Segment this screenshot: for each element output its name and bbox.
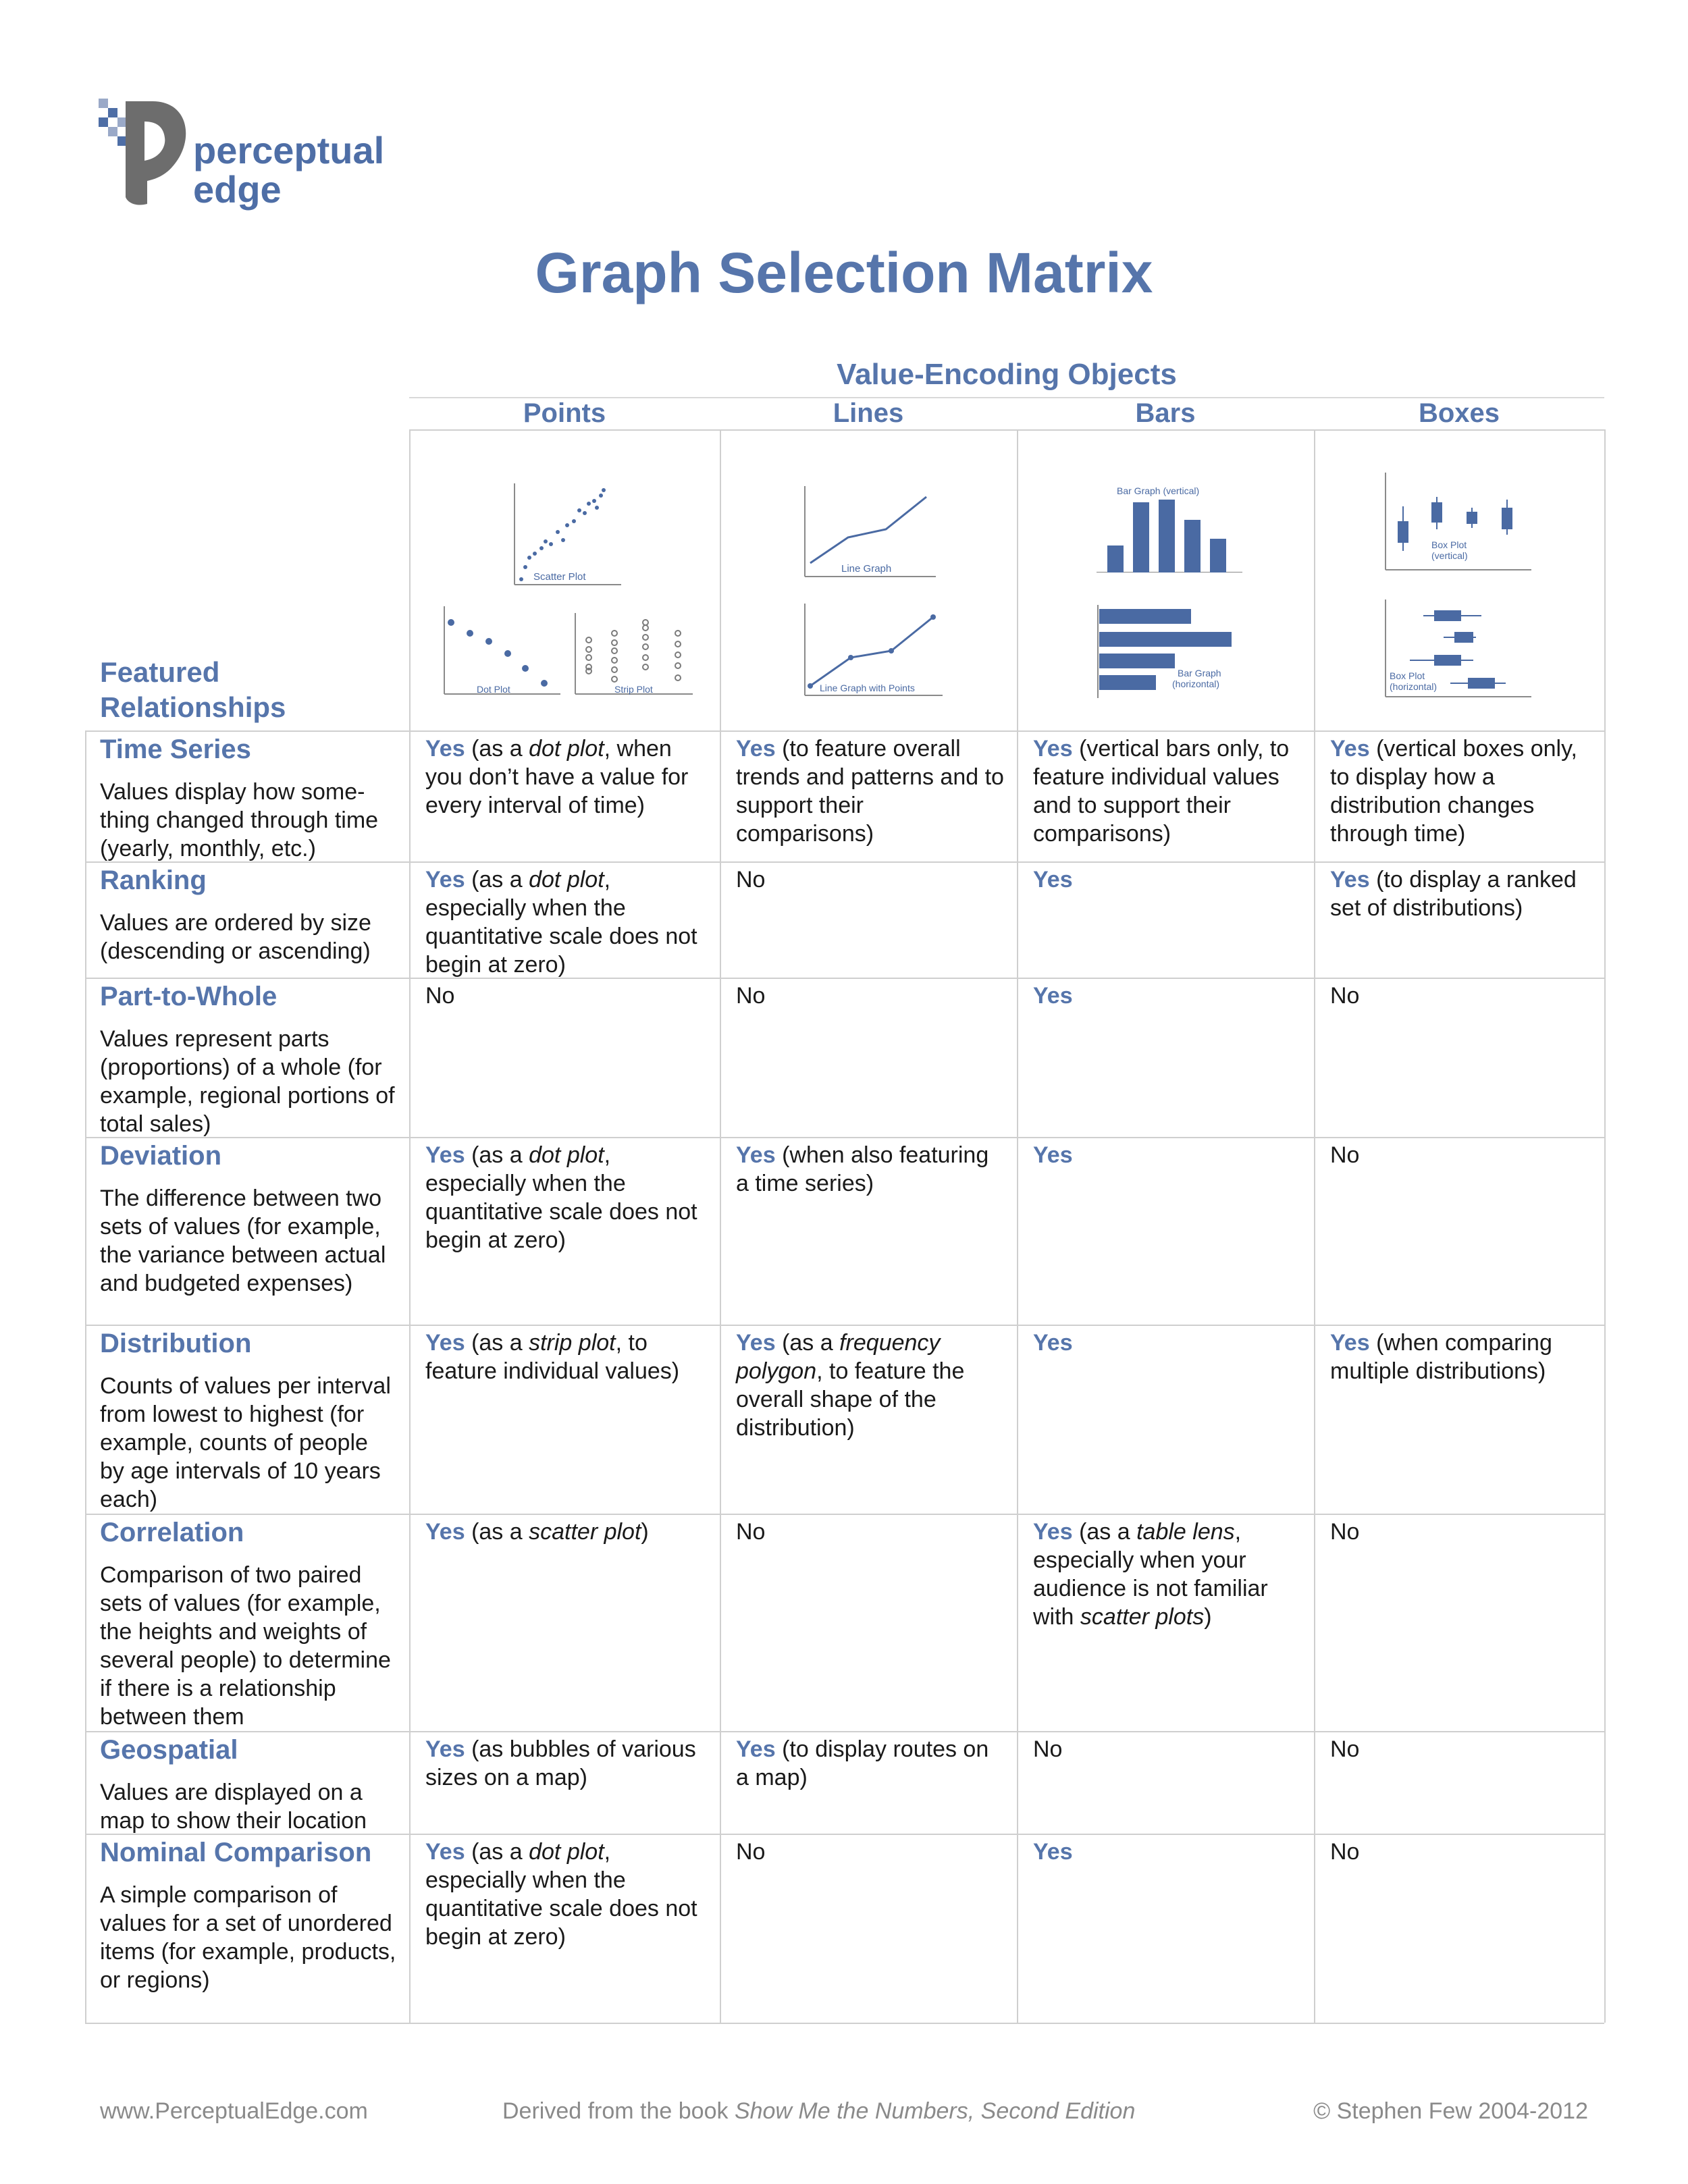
matrix-cell (1033, 1735, 1303, 1763)
yes-label: Yes (1033, 1839, 1073, 1865)
matrix-cell (736, 982, 1006, 1010)
row-header (100, 1141, 397, 1298)
matrix-cell (425, 982, 709, 1010)
scatter-plot-label: Scatter Plot (533, 571, 586, 583)
box-plot-vertical-label-1: Box Plot (1431, 539, 1467, 550)
page-title: Graph Selection Matrix (535, 241, 1153, 304)
yes-label: Yes (1033, 983, 1073, 1009)
yes-label: Yes (1330, 736, 1370, 762)
cell-text: No (1330, 983, 1360, 1009)
relationship-name: Ranking (100, 865, 207, 895)
cell-text: No (1330, 1142, 1360, 1168)
row-header (100, 735, 397, 863)
yes-label: Yes (736, 1736, 776, 1762)
cell-text: No (736, 1839, 766, 1865)
footer-attribution-prefix: Derived from the book (502, 2098, 735, 2124)
line-graph-points-label: Line Graph with Points (820, 683, 915, 693)
vertical-box-plot-thumbnail (1383, 473, 1531, 571)
column-header-points: Points (523, 398, 606, 428)
relationship-name: Correlation (100, 1518, 244, 1547)
footer-copyright: © Stephen Few 2004-2012 (1313, 2098, 1588, 2124)
perceptual-edge-logo (99, 99, 385, 213)
featured-relationships-label (100, 655, 286, 725)
cell-text: (as a scatter plot) (465, 1519, 649, 1545)
yes-label: Yes (425, 867, 465, 893)
relationship-name: Distribution (100, 1329, 252, 1358)
relationship-description: Values are displayed on a map to show their location (100, 1780, 367, 1834)
footer-website: www.PerceptualEdge.com (100, 2098, 368, 2124)
relationship-name: Part-to-Whole (100, 982, 278, 1011)
matrix-cell (1033, 865, 1303, 894)
yes-label: Yes (425, 1839, 465, 1865)
relationship-name: Geospatial (100, 1735, 238, 1765)
cell-text: No (1330, 1736, 1360, 1762)
dot-plot-thumbnail (439, 606, 560, 699)
matrix-cell (1033, 1518, 1303, 1631)
cell-text: (vertical boxes only, to display how a distribution changes through time) (1330, 736, 1578, 847)
row-header (100, 982, 397, 1138)
matrix-cell (736, 1735, 1006, 1792)
column-header-lines: Lines (833, 398, 904, 428)
box-plot-vertical-label-2: (vertical) (1431, 550, 1468, 561)
grid-column-line (720, 429, 721, 2023)
grid-column-line (1017, 429, 1018, 2023)
cell-text: No (1033, 1736, 1063, 1762)
cell-text: No (736, 1519, 766, 1545)
cell-text: (as bubbles of various sizes on a map) (425, 1736, 696, 1790)
logo-word-edge: edge (193, 168, 282, 211)
footer-attribution (502, 2098, 1135, 2125)
relationship-description: Values are ordered by size (descending or ascending) (100, 910, 371, 964)
relationship-description: Values display how some-thing changed through time (yearly, monthly, etc.) (100, 779, 379, 861)
matrix-cell (1330, 1838, 1593, 1866)
yes-label: Yes (736, 1142, 776, 1168)
box-plot-horizontal-label-1: Box Plot (1390, 670, 1425, 681)
relationship-description: Values represent parts (proportions) of a whole (for example, regional portions of total sales) (100, 1026, 395, 1137)
bar-graph-vertical-label: Bar Graph (vertical) (1117, 485, 1200, 496)
footer-book-title: Show Me the Numbers, Second Edition (734, 2098, 1136, 2124)
matrix-cell (1033, 1141, 1303, 1169)
yes-label: Yes (1330, 867, 1370, 893)
cell-text: (when comparing multiple distributions) (1330, 1330, 1552, 1384)
row-header (100, 1518, 397, 1731)
relationship-name: Time Series (100, 735, 251, 764)
cell-text: (vertical bars only, to feature individual values and to support their comparisons) (1033, 736, 1290, 847)
matrix-cell (425, 735, 709, 820)
cell-text: (as a dot plot, especially when the quantitative scale does not begin at zero) (425, 1142, 697, 1253)
cell-text: (as a strip plot, to feature individual values) (425, 1330, 680, 1384)
matrix-cell (425, 1735, 709, 1792)
yes-label: Yes (425, 1736, 465, 1762)
logo-word-perceptual: perceptual (193, 129, 385, 171)
relationship-description: Counts of values per interval from lowest to highest (for example, counts of people by age intervals of 10 years each) (100, 1373, 391, 1512)
cell-text: (as a dot plot, especially when the quantitative scale does not begin at zero) (425, 867, 697, 978)
grid-column-line (1604, 429, 1606, 2023)
cell-text: (as a dot plot, especially when the quantitative scale does not begin at zero) (425, 1839, 697, 1950)
matrix-cell (736, 735, 1006, 848)
yes-label: Yes (1033, 1142, 1073, 1168)
line-graph-thumbnail (801, 486, 936, 581)
yes-label: Yes (1330, 1330, 1370, 1356)
matrix-cell (425, 865, 709, 979)
grid-column-line (1314, 429, 1315, 2023)
featured-line-1: Featured (100, 656, 220, 688)
vertical-bar-graph-thumbnail (1094, 482, 1242, 572)
matrix-cell (1330, 1518, 1593, 1546)
line-graph-points-thumbnail (801, 604, 943, 699)
grid-row-line (85, 1325, 1604, 1326)
matrix-cell (1330, 865, 1593, 922)
horizontal-bar-graph-thumbnail (1094, 605, 1242, 698)
matrix-cell (425, 1838, 709, 1951)
grid-column-line (409, 429, 411, 2023)
yes-label: Yes (425, 1519, 465, 1545)
relationship-name: Deviation (100, 1141, 222, 1171)
matrix-cell (1330, 1329, 1593, 1385)
strip-plot-thumbnail (571, 613, 693, 699)
cell-text: (to feature overall trends and patterns and to support their comparisons) (736, 736, 1004, 847)
bar-graph-horizontal-label-2: (horizontal) (1172, 678, 1220, 689)
box-plot-horizontal-label-2: (horizontal) (1390, 681, 1438, 692)
cell-text: (to display routes on a map) (736, 1736, 989, 1790)
relationship-description: Comparison of two paired sets of values (for example, the heights and weights of several people) to determine if there is a relationship between them (100, 1562, 391, 1730)
grid-row-line (85, 1514, 1604, 1515)
grid-row-line (85, 2023, 1604, 2024)
grid-row-line (85, 1731, 1604, 1732)
cell-text: (as a dot plot, when you don’t have a value for every interval of time) (425, 736, 689, 818)
matrix-cell (736, 1518, 1006, 1546)
yes-label: Yes (736, 1330, 776, 1356)
row-header (100, 1838, 397, 1994)
cell-text: (to display a ranked set of distributions) (1330, 867, 1577, 921)
row-header (100, 865, 397, 965)
cell-text: No (1330, 1519, 1360, 1545)
matrix-cell (425, 1329, 709, 1385)
matrix-cell (1330, 1141, 1593, 1169)
yes-label: Yes (425, 1330, 465, 1356)
cell-text: No (1330, 1839, 1360, 1865)
line-graph-label: Line Graph (841, 563, 892, 575)
grid-row-line (85, 730, 1604, 732)
cell-text: (as a frequency polygon, to feature the overall shape of the distribution) (736, 1330, 965, 1441)
matrix-cell (736, 1329, 1006, 1442)
relationship-name: Nominal Comparison (100, 1838, 372, 1867)
grid-column-line (85, 730, 86, 2023)
yes-label: Yes (1033, 1330, 1073, 1356)
yes-label: Yes (425, 736, 465, 762)
value-encoding-heading: Value-Encoding Objects (837, 358, 1177, 391)
yes-label: Yes (1033, 867, 1073, 893)
strip-plot-label: Strip Plot (614, 684, 653, 695)
grid-row-line (85, 978, 1604, 979)
grid-row-line (409, 429, 1604, 431)
matrix-cell (1330, 982, 1593, 1010)
yes-label: Yes (1033, 736, 1073, 762)
matrix-cell (1033, 1838, 1303, 1866)
row-header (100, 1735, 397, 1835)
scatter-plot-thumbnail (506, 483, 621, 591)
matrix-cell (425, 1141, 709, 1254)
column-header-boxes: Boxes (1418, 398, 1500, 428)
matrix-cell (736, 1838, 1006, 1866)
yes-label: Yes (736, 736, 776, 762)
horizontal-box-plot-thumbnail (1383, 600, 1531, 698)
matrix-cell (1330, 735, 1593, 848)
matrix-cell (1330, 1735, 1593, 1763)
row-header (100, 1329, 397, 1514)
featured-line-2: Relationships (100, 691, 286, 723)
yes-label: Yes (1033, 1519, 1073, 1545)
matrix-cell (1033, 982, 1303, 1010)
dot-plot-label: Dot Plot (477, 684, 510, 695)
bar-graph-horizontal-label-1: Bar Graph (1178, 668, 1221, 678)
relationship-description: The difference between two sets of values (for example, the variance between actual and budgeted expenses) (100, 1186, 386, 1296)
cell-text: No (425, 983, 455, 1009)
cell-text: (when also featuring a time series) (736, 1142, 989, 1196)
matrix-cell (1033, 1329, 1303, 1357)
matrix-cell (736, 865, 1006, 894)
column-header-bars: Bars (1135, 398, 1196, 428)
matrix-cell (736, 1141, 1006, 1198)
cell-text: No (736, 983, 766, 1009)
matrix-cell (425, 1518, 709, 1546)
relationship-description: A simple comparison of values for a set of unordered items (for example, products, or regions) (100, 1882, 396, 1993)
yes-label: Yes (425, 1142, 465, 1168)
cell-text: (as a table lens, especially when your audience is not familiar with scatter plots) (1033, 1519, 1268, 1630)
logo-mark-icon (99, 99, 193, 213)
cell-text: No (736, 867, 766, 893)
matrix-cell (1033, 735, 1303, 848)
